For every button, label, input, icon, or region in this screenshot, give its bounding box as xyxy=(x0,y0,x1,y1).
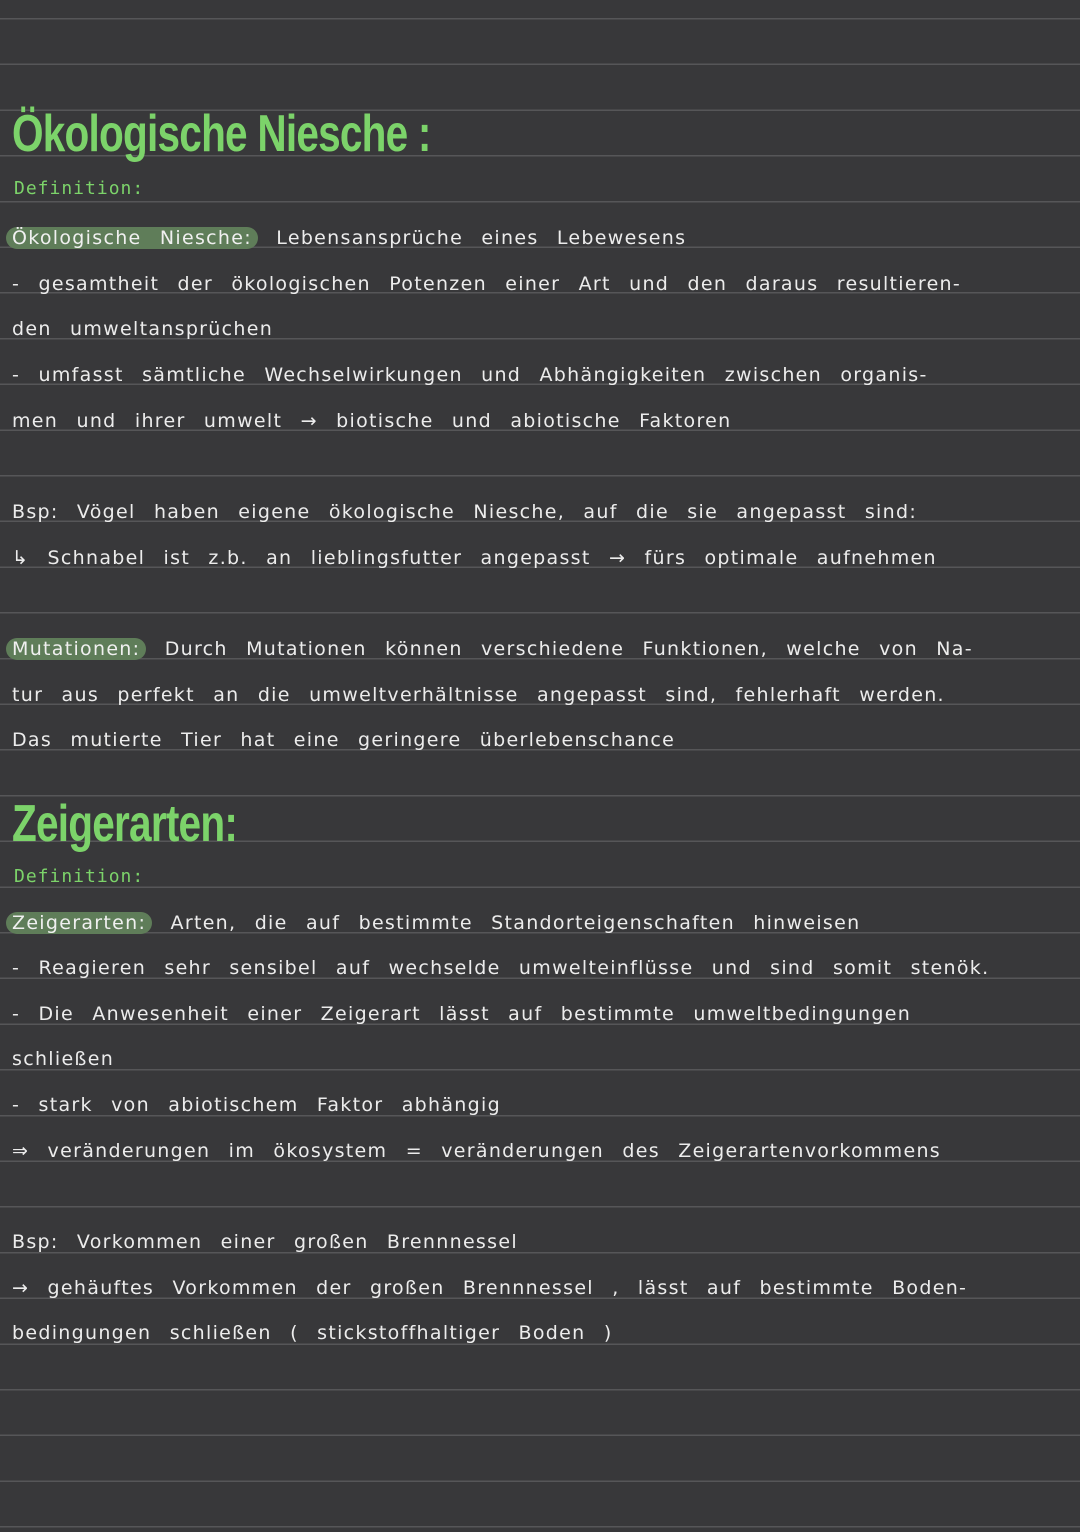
definition-label: Definition: xyxy=(14,866,145,887)
text-line: Das mutierte Tier hat eine geringere überlebenschance xyxy=(12,729,676,751)
term-line xyxy=(12,912,1066,934)
text-line: - umfasst sämtliche Wechselwirkungen und Abhängigkeiten zwischen organis- xyxy=(12,364,928,386)
term-definition: Lebensansprüche eines Lebewesens xyxy=(276,227,687,249)
example-line: bedingungen schließen ( stickstoffhaltiger Boden ) xyxy=(12,1322,613,1344)
section-title-oekologische-niesche: Ökologische Niesche : xyxy=(12,105,431,163)
text-line: - stark von abiotischem Faktor abhängig xyxy=(12,1094,501,1116)
definition-label: Definition: xyxy=(14,178,145,199)
text-line: tur aus perfekt an die umweltverhältnisse angepasst sind, fehlerhaft werden. xyxy=(12,684,945,706)
term-highlight: Zeigerarten: xyxy=(6,912,152,934)
text-line: den umweltansprüchen xyxy=(12,318,274,340)
example-line: → gehäuftes Vorkommen der großen Brennnessel , lässt auf bestimmte Boden- xyxy=(12,1277,968,1299)
example-line: Bsp: Vorkommen einer großen Brennnessel xyxy=(12,1231,518,1253)
text-line: - gesamtheit der ökologischen Potenzen einer Art und den daraus resultieren- xyxy=(12,273,962,295)
text-line: - Die Anwesenheit einer Zeigerart lässt auf bestimmte umweltbedingungen xyxy=(12,1003,912,1025)
mutation-highlight: Mutationen: xyxy=(6,638,146,660)
text-line: schließen xyxy=(12,1048,115,1070)
section-title-zeigerarten: Zeigerarten: xyxy=(12,795,238,853)
example-line: Bsp: Vögel haben eigene ökologische Niesche, auf die sie angepasst sind: xyxy=(12,501,918,523)
text-line: men und ihrer umwelt → biotische und abiotische Faktoren xyxy=(12,410,732,432)
text-line: - Reagieren sehr sensibel auf wechselde umwelteinflüsse und sind somit stenök. xyxy=(12,957,990,979)
term-line xyxy=(12,227,1066,249)
term-highlight: Ökologische Niesche: xyxy=(6,227,258,249)
mutation-line xyxy=(12,638,1066,660)
text-line: ⇒ veränderungen im ökosystem = veränderungen des Zeigerartenvorkommens xyxy=(12,1140,942,1162)
example-line: ↳ Schnabel ist z.b. an lieblingsfutter angepasst → fürs optimale aufnehmen xyxy=(12,547,937,569)
mutation-text: Durch Mutationen können verschiedene Funktionen, welche von Na- xyxy=(164,638,973,660)
term-definition: Arten, die auf bestimmte Standorteigenschaften hinweisen xyxy=(170,912,861,934)
